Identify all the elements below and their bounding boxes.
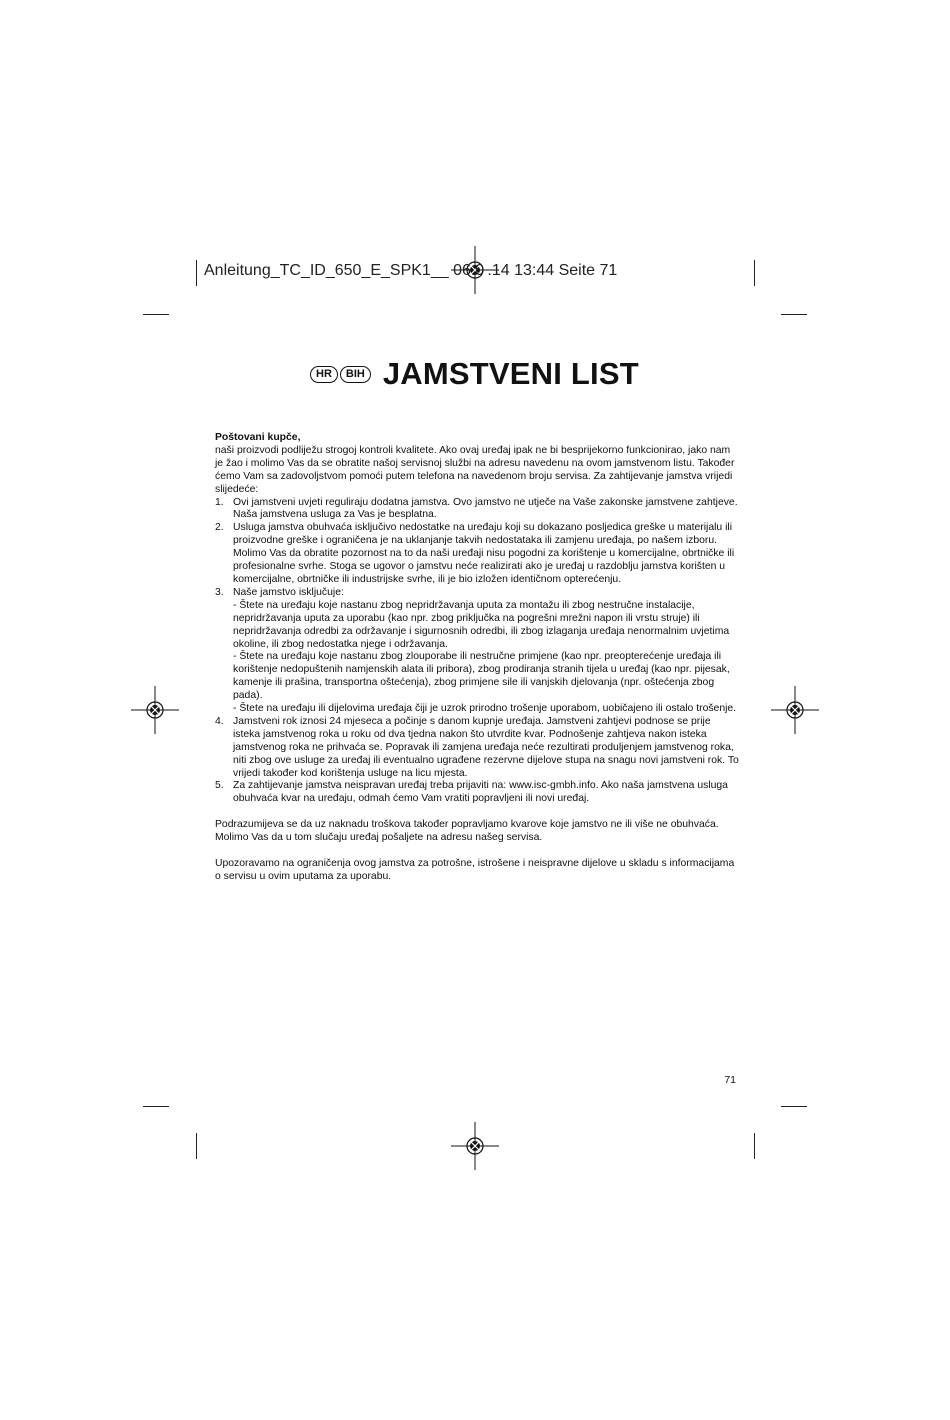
crop-mark-top-right-vertical bbox=[754, 260, 755, 286]
list-item-text: Za zahtijevanje jamstva neispravan uređaj treba prijaviti na: www.isc-gmbh.info. Ako naša jamstvena usluga obuhvaća kvar na uređaju, odmah ćemo Vam vratiti popravljeni ili novi uređaj. bbox=[233, 780, 728, 805]
list-item-text: Usluga jamstva obuhvaća isključivo nedostatke na uređaju koji su dokazano posljedica greške u materijalu ili proizvodne greške i ograničena je na uklanjanje takvih nedostataka ili zamjenu uređaja, po našem izboru. Molimo Vas da obratite pozornost na to da naši uređaji nisu pogodni za korištenje u komercijalne, obrtničke ili profesionalne svrhe. Stoga se ugovor o jamstvu neće realizirati ako je uređaj u razdoblju jamstva korišten u komercijalne, obrtničke ili industrijske svrhe, ili je bio izložen identičnom opterećenju. bbox=[233, 522, 735, 585]
warranty-body bbox=[215, 432, 740, 884]
crop-mark-bottom-left-horizontal bbox=[143, 1106, 169, 1107]
crop-mark-top-left-horizontal bbox=[143, 314, 169, 315]
country-badge-bih: BIH bbox=[340, 366, 371, 383]
country-badge-hr: HR bbox=[310, 366, 338, 383]
list-item bbox=[215, 716, 740, 781]
terms-list bbox=[215, 497, 740, 807]
crop-mark-bottom-right-vertical bbox=[754, 1133, 755, 1159]
list-item bbox=[215, 522, 740, 587]
registration-mark-bottom-icon bbox=[451, 1122, 499, 1170]
registration-mark-left-icon bbox=[131, 686, 179, 734]
list-item-text: Jamstveni rok iznosi 24 mjeseca a počinje s danom kupnje uređaja. Jamstveni zahtjevi podnose se prije isteka jamstvenog roka u roku od dva tjedna nakon što utvrdite kvar. Podnošenje zahtjeva nakon isteka jamstvenog roka ne prihvaća se. Popravak ili zamjena uređaja neće rezultirati produljenjem jamstvenog roka, niti zbog ove usluge za uređaj ili eventualno ugrađene rezervne dijelove stupa na snagu novi jamstveni rok. To vrijedi također kod korištenja usluge na licu mjesta. bbox=[233, 715, 739, 779]
exclusion-item: - Štete na uređaju koje nastanu zbog zlouporabe ili nestručne primjene (kao npr. preopterećenje uređaja ili korištenje nedopuštenih namjenskih alata ili pribora), zbog prodiranja stranih tijela u uređaj (kao npr. pijesak, kamenje ili prašina, transportna oštećenja), zbog primjene sile ili vanjskih djelovanja (npr. oštećenja zbog pada). bbox=[233, 651, 730, 702]
registration-mark-right-icon bbox=[771, 686, 819, 734]
intro-paragraph: naši proizvodi podliježu strogoj kontroli kvalitete. Ako ovaj uređaj ipak ne bi besprijekorno funkcionirao, jako nam je žao i molimo Vas da se obratite našoj servisnoj službi na adresu navedenu na ovom jamstvenom listu. Također ćemo Vam sa zadovoljstvom pomoći putem telefona na navedenom broju servisa. Za zahtijevanje jamstva vrijedi slijedeće: bbox=[215, 444, 735, 495]
exclusion-item: - Štete na uređaju koje nastanu zbog nepridržavanja uputa za montažu ili zbog nestručne instalacije, nepridržavanja uputa za uporabu (kao npr. zbog priključka na pogrešni mrežni napon ili vrstu struje) ili nepridržavanja odredbi za održavanje i sigurnosnih odredbi, ili zbog izlaganja uređaja nenormalnim uvjetima okoline, ili zbog nedostatka njege i održavanja. bbox=[233, 599, 730, 650]
crop-mark-bottom-right-horizontal bbox=[781, 1106, 807, 1107]
list-item-number: 3. bbox=[215, 586, 224, 598]
limitations-paragraph: Upozoravamo na ograničenja ovog jamstva za potrošne, istrošene i neispravne dijelove u skladu s informacijama o servisu u ovim uputama za uporabu. bbox=[215, 857, 735, 882]
page-header bbox=[310, 356, 639, 392]
crop-mark-top-left-vertical bbox=[196, 260, 197, 286]
repairs-paragraph: Podrazumijeva se da uz naknadu troškova također popravljamo kvarove koje jamstvo ne ili više ne obuhvaća. Molimo Vas da u tom slučaju uređaj pošaljete na adresu našeg servisa. bbox=[215, 819, 719, 844]
crop-mark-top-right-horizontal bbox=[781, 314, 807, 315]
list-item-number: 5. bbox=[215, 780, 224, 792]
print-slug: Anleitung_TC_ID_650_E_SPK1__ 06.0 .14 13:44 Seite 71 bbox=[204, 262, 618, 279]
exclusion-item: - Štete na uređaju ili dijelovima uređaja čiji je uzrok prirodno trošenje uporabom, uobičajeno ili ostalo trošenje. bbox=[233, 703, 737, 715]
list-item-text: Naše jamstvo isključuje: bbox=[233, 586, 344, 598]
list-item-number: 2. bbox=[215, 522, 224, 534]
list-item bbox=[215, 587, 740, 716]
list-item bbox=[215, 780, 740, 806]
list-item-text: Ovi jamstveni uvjeti reguliraju dodatna jamstva. Ovo jamstvo ne utječe na Vaše zakonske jamstvene zahtjeve. Naša jamstvena usluga za Vas je besplatna. bbox=[233, 496, 738, 521]
crop-mark-bottom-left-vertical bbox=[196, 1133, 197, 1159]
page-number: 71 bbox=[724, 1074, 736, 1086]
list-item bbox=[215, 497, 740, 523]
greeting: Poštovani kupče, bbox=[215, 432, 301, 443]
list-item-number: 4. bbox=[215, 715, 224, 727]
list-item-number: 1. bbox=[215, 496, 224, 508]
page-title: JAMSTVENI LIST bbox=[382, 356, 639, 391]
